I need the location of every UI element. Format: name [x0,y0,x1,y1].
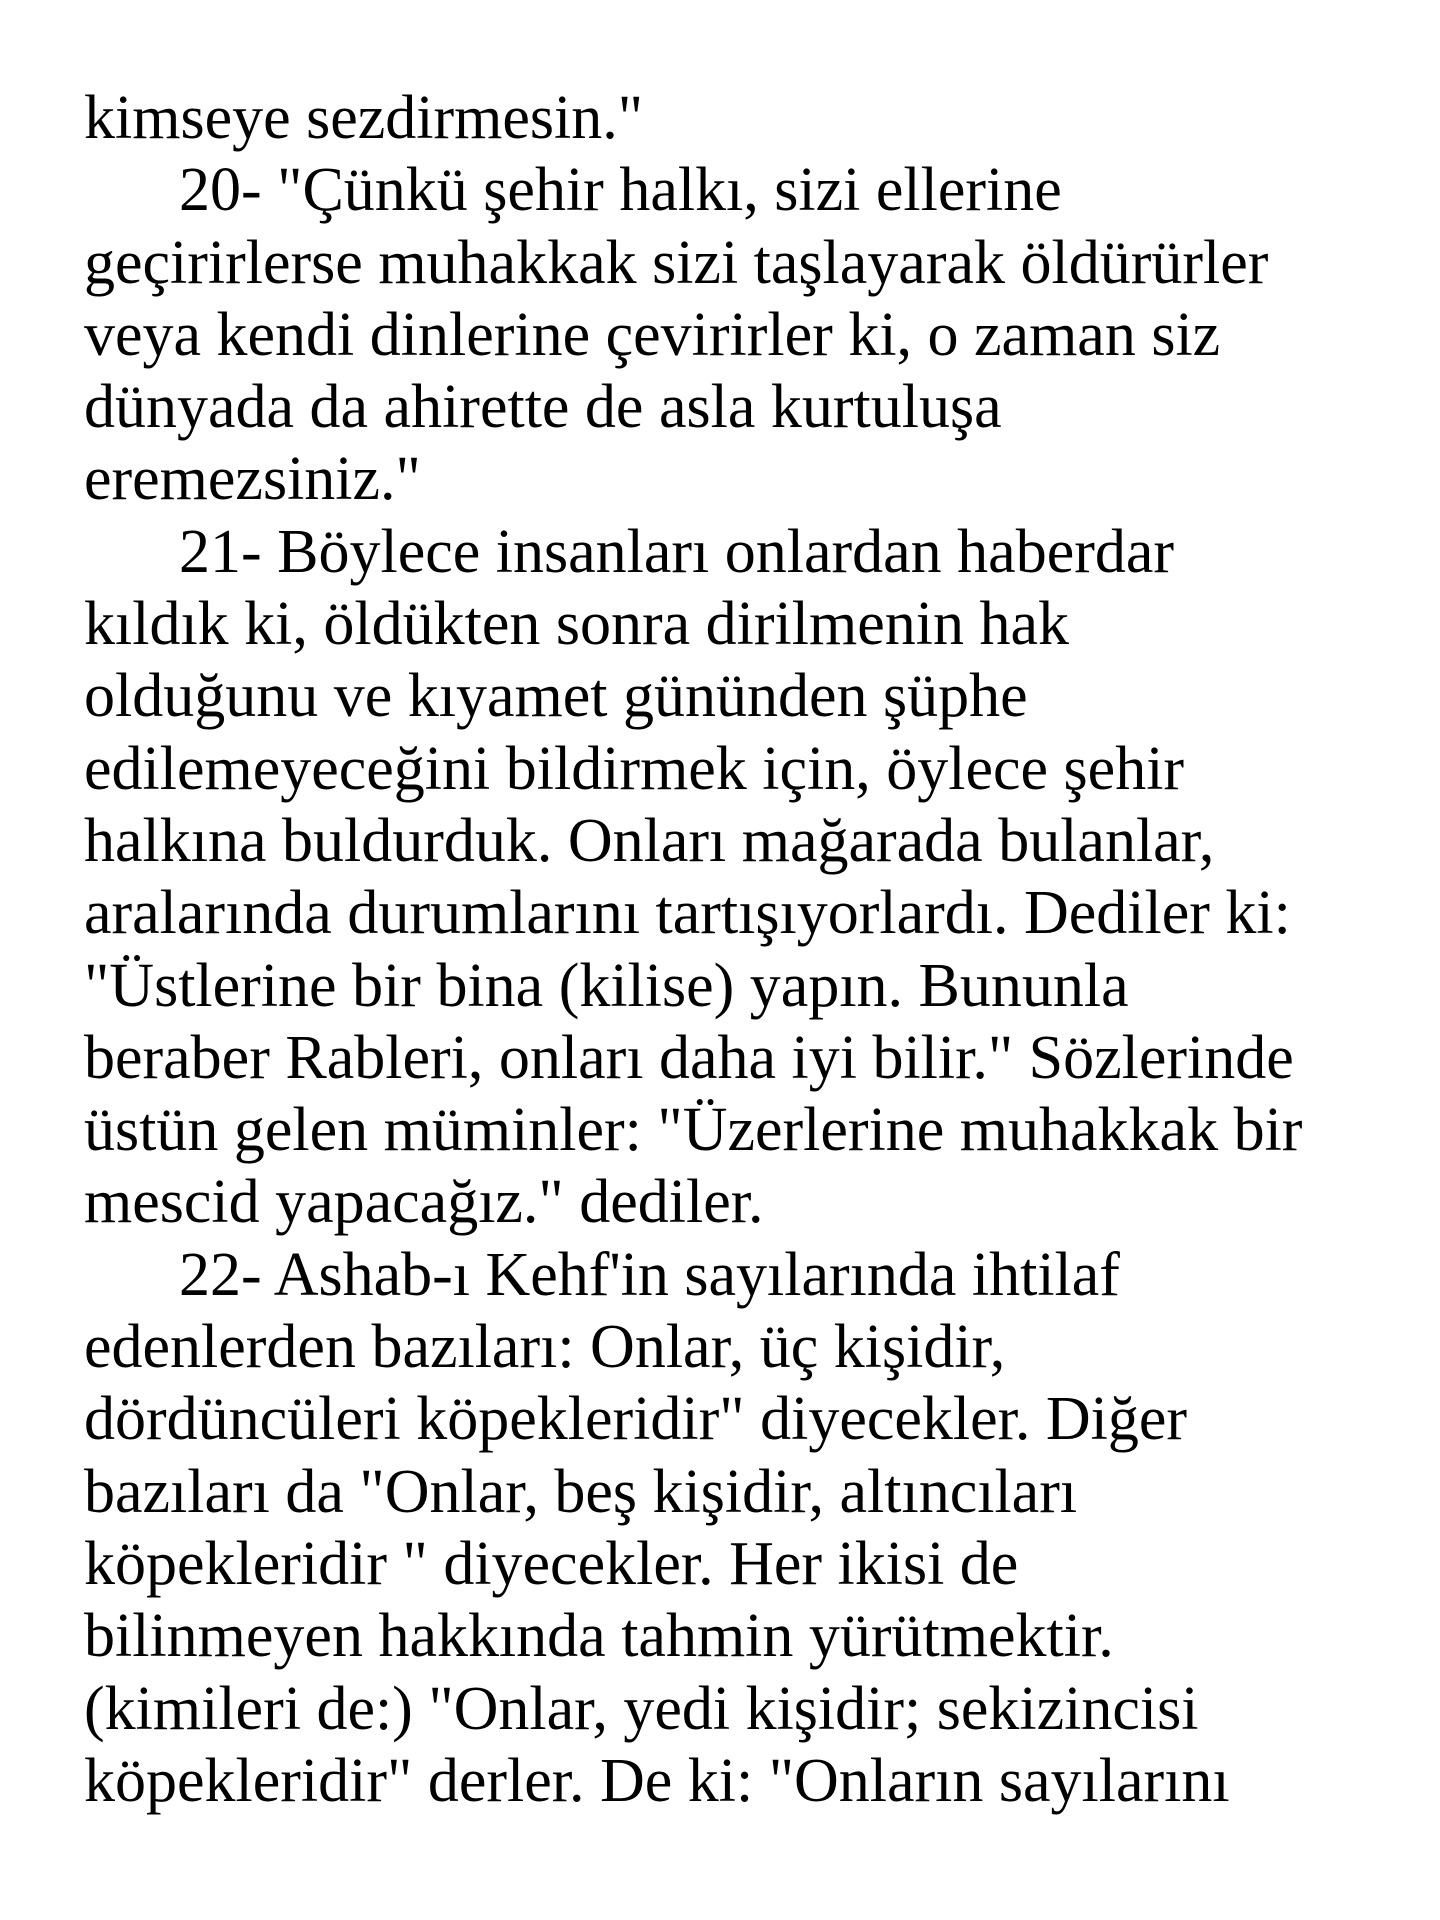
text-line: "Üstlerine bir bina (kilise) yapın. Bununla [84,951,1129,1020]
text-line: halkına buldurduk. Onları mağarada bulanlar, [84,806,1215,875]
text-line: beraber Rableri, onları daha iyi bilir." Sözlerinde [84,1023,1294,1092]
text-line: olduğunu ve kıyamet gününden şüphe [84,662,1028,731]
text-line: dünyada da ahirette de asla kurtuluşa [84,373,1002,442]
text-line: (kimileri de:) "Onlar, yedi kişidir; sekizincisi [84,1674,1199,1743]
document-page [84,82,1404,1817]
text-line: kıldık ki, öldükten sonra dirilmenin hak [84,590,1069,659]
text-line: 22- Ashab-ı Kehf'in sayılarında ihtilaf [179,1240,1120,1309]
text-line: 21- Böylece insanları onlardan haberdar [179,517,1175,586]
text-line: köpekleridir " diyecekler. Her ikisi de [84,1529,1019,1598]
text-line: geçirirlerse muhakkak sizi taşlayarak öldürürler [84,228,1269,297]
text-line: kimseye sezdirmesin." [84,84,644,152]
text-line: köpekleridir" derler. De ki: "Onların sayılarını [84,1746,1230,1815]
text-line: veya kendi dinlerine çevirirler ki, o zaman siz [84,300,1221,369]
text-line: mescid yapacağız." dediler. [84,1168,764,1237]
text-line: bazıları da "Onlar, beş kişidir, altıncıları [84,1457,1078,1526]
text-line: bilinmeyen hakkında tahmin yürütmektir. [84,1602,1114,1671]
text-line: eremezsiniz." [84,445,421,514]
text-line: 20- "Çünkü şehir halkı, sizi ellerine [179,156,1062,225]
text-line: üstün gelen müminler: "Üzerlerine muhakkak bir [84,1096,1303,1165]
text-line: aralarında durumlarını tartışıyorlardı. Dediler ki: [84,879,1291,948]
text-line: edilemeyeceğini bildirmek için, öylece şehir [84,734,1185,803]
text-line: edenlerden bazıları: Onlar, üç kişidir, [84,1313,1006,1382]
text-line: dördüncüleri köpekleridir" diyecekler. Diğer [84,1385,1188,1454]
